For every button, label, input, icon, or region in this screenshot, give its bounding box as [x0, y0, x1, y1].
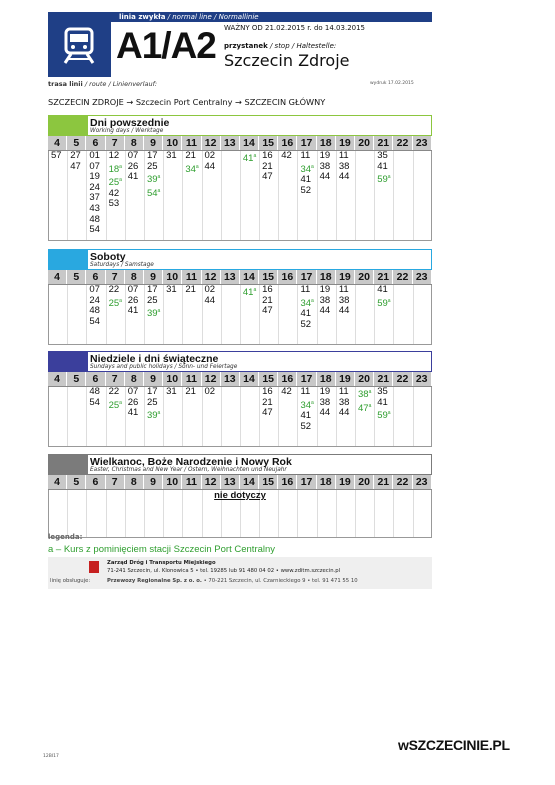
departure-minute: 34$^a$	[300, 399, 314, 411]
hour-row	[48, 136, 432, 151]
departure-minute: 11	[300, 150, 311, 161]
departure-minute: 41	[300, 174, 312, 186]
departure-minute: 18$^a$	[108, 163, 122, 175]
minute-column	[126, 387, 145, 446]
hour-cell: 9	[144, 372, 163, 386]
departure-minute: 07	[127, 150, 139, 161]
minute-column	[356, 151, 375, 240]
departure-minute: 41	[300, 410, 312, 422]
departure-minute: 44	[338, 171, 350, 183]
departure-minute: 35	[377, 386, 388, 397]
departure-minute: 17	[146, 150, 158, 161]
minute-column	[279, 151, 298, 240]
departure-minute: 24	[89, 294, 100, 306]
hour-cell: 21	[374, 372, 393, 386]
line-type-band: linia zwykła / normal line / Normallinie	[111, 12, 432, 22]
hour-cell: 20	[355, 270, 374, 284]
departure-minute: 41	[300, 308, 312, 320]
departure-minute: 59$^a$	[377, 410, 391, 422]
minute-column	[183, 285, 202, 344]
minute-column	[107, 151, 126, 240]
hour-cell: 11	[182, 136, 201, 150]
minute-column	[375, 285, 394, 344]
hour-cell: 22	[393, 475, 412, 489]
departure-minute: 17	[146, 386, 158, 397]
minute-column	[279, 285, 298, 344]
hour-cell: 22	[393, 136, 412, 150]
departure-minute: 52	[300, 420, 312, 432]
section-header	[48, 351, 432, 372]
departure-minute: 59$^a$	[377, 297, 391, 309]
minute-column	[337, 151, 356, 240]
hour-cell: 10	[163, 475, 182, 489]
stop-name: Szczecin Zdroje	[224, 51, 350, 70]
minutes-grid	[48, 151, 432, 241]
departure-minute: 39$^a$	[146, 308, 161, 320]
hour-cell: 12	[202, 372, 221, 386]
departure-minute: 41	[377, 396, 388, 408]
minute-column	[337, 387, 356, 446]
minute-column	[145, 285, 164, 344]
hour-cell: 13	[221, 475, 240, 489]
section-color-swatch	[49, 250, 88, 269]
section-subtitle: Working days / Werktage	[90, 128, 164, 134]
departure-minute: 38	[338, 294, 350, 306]
minute-column	[68, 387, 87, 446]
zditm-logo-icon	[89, 561, 99, 573]
hour-cell: 6	[86, 372, 105, 386]
departure-minute: 24	[89, 181, 100, 193]
hour-cell: 21	[374, 270, 393, 284]
departure-minute: 22	[108, 284, 120, 295]
minute-column	[203, 151, 222, 240]
departure-minute: 25$^a$	[108, 177, 122, 189]
departure-minute: 16	[262, 386, 273, 397]
departure-minute: 44	[204, 294, 216, 306]
hour-cell: 13	[221, 372, 240, 386]
section-header	[48, 454, 432, 475]
departure-minute: 44	[319, 305, 331, 317]
departure-minute: 26	[127, 160, 139, 172]
departure-minute: 07	[127, 284, 139, 295]
hour-cell: 23	[413, 136, 432, 150]
departure-minute: 21	[185, 150, 196, 161]
departure-minute: 47$^a$	[358, 402, 372, 414]
minute-column	[375, 151, 394, 240]
minutes-grid	[48, 285, 432, 345]
hour-cell: 11	[182, 372, 201, 386]
hour-cell: 14	[240, 475, 259, 489]
route-text: SZCZECIN ZDROJE → Szczecin Port Centralny → SZCZECIN GŁÓWNY	[48, 97, 326, 107]
hour-cell: 4	[48, 372, 67, 386]
hour-cell: 23	[413, 372, 432, 386]
departure-minute: 38	[319, 294, 331, 306]
section-subtitle: Sundays and public holidays / Sonn- und Feiertage	[90, 364, 238, 370]
hour-cell: 17	[297, 270, 316, 284]
section-header	[48, 249, 432, 270]
hour-cell: 18	[317, 372, 336, 386]
departure-minute: 38	[338, 396, 350, 408]
hour-cell: 12	[202, 270, 221, 284]
section-title: Niedziele i dni świąteczne	[90, 353, 219, 365]
hour-cell: 9	[144, 475, 163, 489]
hour-cell: 14	[240, 136, 259, 150]
minute-column	[260, 285, 279, 344]
minute-column	[145, 151, 164, 240]
departure-minute: 38	[319, 396, 331, 408]
departure-minute: 54$^a$	[146, 187, 161, 199]
departure-minute: 11	[338, 386, 349, 397]
departure-minute: 25$^a$	[108, 399, 122, 411]
minute-column	[298, 285, 317, 344]
departure-minute: 42	[281, 150, 292, 161]
departure-minute: 41	[377, 284, 388, 295]
hour-cell: 14	[240, 372, 259, 386]
hour-cell: 20	[355, 136, 374, 150]
departure-minute: 38	[319, 160, 331, 172]
hour-cell: 8	[125, 372, 144, 386]
departure-minute: 07	[127, 386, 139, 397]
minute-column	[87, 387, 106, 446]
departure-minute: 21	[262, 160, 273, 172]
minute-column	[414, 387, 433, 446]
hour-cell: 21	[374, 136, 393, 150]
legend-label: legenda:	[48, 533, 83, 541]
line-number: A1/A2	[116, 25, 216, 66]
departure-minute: 27	[70, 150, 81, 161]
departure-minute: 21	[185, 386, 196, 397]
minutes-grid	[48, 387, 432, 447]
departure-minute: 48	[89, 305, 100, 317]
legend-note: a – Kurs z pominięciem stacji Szczecin Port Centralny	[48, 544, 276, 555]
hour-cell: 17	[297, 136, 316, 150]
hour-cell: 8	[125, 475, 144, 489]
minute-column	[241, 151, 260, 240]
not-applicable-text: nie dotyczy	[214, 490, 266, 501]
departure-minute: 34$^a$	[300, 297, 314, 309]
departure-minute: 11	[338, 150, 349, 161]
hour-cell: 15	[259, 270, 278, 284]
minute-column	[49, 285, 68, 344]
minute-column	[222, 151, 241, 240]
minute-column	[318, 285, 337, 344]
footer-operator: linię obsługuje: Przewozy Regionalne Sp. z o. o. • 70-221 Szczecin, ul. Czarnieckiego 9 • tel. 91 471 55 10	[50, 578, 358, 584]
hour-cell: 18	[317, 475, 336, 489]
hour-cell: 15	[259, 372, 278, 386]
departure-minute: 02	[204, 150, 216, 161]
hour-cell: 19	[336, 475, 355, 489]
hour-cell: 12	[202, 136, 221, 150]
section-title: Soboty	[90, 251, 126, 263]
departure-minute: 31	[166, 386, 177, 397]
departure-minute: 21	[262, 396, 273, 408]
hour-cell: 19	[336, 372, 355, 386]
hour-cell: 5	[67, 270, 86, 284]
hour-cell: 7	[106, 475, 125, 489]
section-color-swatch	[49, 455, 88, 474]
minute-column	[164, 387, 183, 446]
minute-column	[203, 285, 222, 344]
minute-column	[87, 285, 106, 344]
hour-row	[48, 475, 432, 490]
hour-cell: 4	[48, 475, 67, 489]
departure-minute: 47	[70, 160, 81, 172]
hour-cell: 20	[355, 372, 374, 386]
departure-minute: 31	[166, 150, 177, 161]
departure-minute: 25	[146, 396, 158, 408]
departure-minute: 07	[89, 160, 100, 172]
hour-cell: 17	[297, 475, 316, 489]
departure-minute: 25$^a$	[108, 297, 122, 309]
doc-code: 12BI17	[43, 754, 59, 759]
departure-minute: 57	[51, 150, 62, 161]
minute-column	[126, 151, 145, 240]
minute-column	[337, 285, 356, 344]
stop-label: przystanek / stop / Haltestelle:	[224, 42, 337, 50]
departure-minute: 41$^a$	[242, 287, 257, 298]
hour-cell: 5	[67, 136, 86, 150]
minute-column	[68, 285, 87, 344]
hour-cell: 5	[67, 475, 86, 489]
minute-column	[126, 285, 145, 344]
train-icon	[48, 12, 111, 77]
departure-minute: 52	[300, 318, 312, 330]
footer-box	[48, 557, 432, 589]
departure-minute: 21	[185, 284, 196, 295]
departure-minute: 22	[108, 386, 120, 397]
departure-minute: 38$^a$	[358, 389, 372, 400]
hour-cell: 4	[48, 136, 67, 150]
hour-cell: 11	[182, 270, 201, 284]
departure-minute: 44	[319, 171, 331, 183]
hour-cell: 6	[86, 136, 105, 150]
departure-minute: 35	[377, 150, 388, 161]
departure-minute: 11	[300, 386, 311, 397]
minute-column	[394, 151, 413, 240]
hour-cell: 16	[278, 270, 297, 284]
hour-cell: 9	[144, 136, 163, 150]
section-title: Wielkanoc, Boże Narodzenie i Nowy Rok	[90, 456, 292, 468]
departure-minute: 02	[204, 284, 216, 295]
departure-minute: 41	[127, 407, 139, 419]
minute-column	[394, 387, 413, 446]
hour-cell: 13	[221, 136, 240, 150]
footer-org: Zarząd Dróg i Transportu Miejskiego	[107, 560, 216, 566]
departure-minute: 47	[262, 171, 273, 183]
minute-column	[318, 151, 337, 240]
departure-minute: 34$^a$	[185, 163, 199, 175]
hour-cell: 19	[336, 136, 355, 150]
departure-minute: 16	[262, 150, 273, 161]
departure-minute: 31	[166, 284, 177, 295]
hour-cell: 16	[278, 372, 297, 386]
hour-cell: 10	[163, 270, 182, 284]
departure-minute: 52	[300, 184, 312, 196]
hour-cell: 6	[86, 475, 105, 489]
hour-row	[48, 372, 432, 387]
minute-column	[203, 387, 222, 446]
minute-column	[260, 151, 279, 240]
minute-column	[414, 285, 433, 344]
hour-cell: 9	[144, 270, 163, 284]
hour-cell: 15	[259, 475, 278, 489]
hour-cell: 14	[240, 270, 259, 284]
hour-cell: 4	[48, 270, 67, 284]
hour-cell: 18	[317, 136, 336, 150]
hour-cell: 12	[202, 475, 221, 489]
section-header	[48, 115, 432, 136]
departure-minute: 42	[108, 187, 120, 199]
departure-minute: 44	[338, 305, 350, 317]
hour-cell: 22	[393, 270, 412, 284]
hour-cell: 6	[86, 270, 105, 284]
departure-minute: 48	[89, 213, 100, 225]
minute-column	[164, 151, 183, 240]
hour-cell: 22	[393, 372, 412, 386]
minute-column	[356, 285, 375, 344]
brand-logo: wSZCZECINIE.PL	[398, 737, 510, 753]
minute-column	[260, 387, 279, 446]
departure-minute: 19	[319, 386, 331, 397]
departure-minute: 41$^a$	[242, 153, 257, 164]
departure-minute: 53	[108, 198, 120, 210]
departure-minute: 25	[146, 294, 158, 306]
minute-column	[87, 151, 106, 240]
departure-minute: 11	[338, 284, 349, 295]
departure-minute: 37	[89, 192, 100, 204]
minute-column	[222, 285, 241, 344]
minute-column	[241, 285, 260, 344]
departure-minute: 25	[146, 160, 158, 172]
departure-minute: 21	[262, 294, 273, 306]
departure-minute: 41	[377, 160, 388, 172]
hour-cell: 21	[374, 475, 393, 489]
section-color-swatch	[49, 116, 88, 135]
departure-minute: 19	[319, 284, 331, 295]
departure-minute: 44	[204, 160, 216, 172]
hour-cell: 7	[106, 372, 125, 386]
departure-minute: 01	[89, 150, 100, 161]
departure-minute: 44	[338, 407, 350, 419]
departure-minute: 42	[281, 386, 292, 397]
departure-minute: 38	[338, 160, 350, 172]
minute-column	[279, 387, 298, 446]
minute-column	[222, 387, 241, 446]
minute-column	[107, 387, 126, 446]
hour-cell: 11	[182, 475, 201, 489]
minute-column	[318, 387, 337, 446]
departure-minute: 39$^a$	[146, 410, 161, 422]
departure-minute: 26	[127, 396, 139, 408]
hour-cell: 5	[67, 372, 86, 386]
hour-cell: 7	[106, 270, 125, 284]
section-2	[48, 249, 432, 345]
departure-minute: 47	[262, 407, 273, 419]
minute-column	[298, 151, 317, 240]
minute-column	[164, 285, 183, 344]
section-3	[48, 351, 432, 447]
footer-org-contact: 71-241 Szczecin, ul. Klonowica 5 • tel. 19285 lub 91 480 04 02 • www.zditm.szczecin.pl	[107, 568, 341, 574]
hour-cell: 13	[221, 270, 240, 284]
minute-column	[414, 151, 433, 240]
departure-minute: 19	[89, 171, 100, 183]
hour-cell: 15	[259, 136, 278, 150]
section-color-swatch	[49, 352, 88, 371]
hour-cell: 17	[297, 372, 316, 386]
minute-column	[394, 285, 413, 344]
minute-column	[375, 387, 394, 446]
minute-column	[183, 387, 202, 446]
hour-cell: 10	[163, 372, 182, 386]
hour-cell: 20	[355, 475, 374, 489]
hour-cell: 18	[317, 270, 336, 284]
hour-cell: 16	[278, 475, 297, 489]
departure-minute: 54	[89, 224, 100, 236]
departure-minute: 43	[89, 202, 100, 214]
section-subtitle: Saturdays / Samstage	[90, 262, 154, 268]
minute-column	[241, 387, 260, 446]
minute-column	[145, 387, 164, 446]
minute-column	[68, 151, 87, 240]
section-title: Dni powszednie	[90, 117, 170, 129]
departure-minute: 12	[108, 150, 120, 161]
hour-cell: 7	[106, 136, 125, 150]
departure-minute: 47	[262, 305, 273, 317]
minute-column	[49, 151, 68, 240]
section-subtitle: Easter, Christmas and New Year / Ostern, Weihnachten und Neujahr	[90, 467, 287, 473]
departure-minute: 34$^a$	[300, 163, 314, 175]
departure-minute: 54	[89, 315, 100, 327]
hour-row	[48, 270, 432, 285]
minute-column	[298, 387, 317, 446]
hour-cell: 19	[336, 270, 355, 284]
departure-minute: 19	[319, 150, 331, 161]
hour-cell: 8	[125, 270, 144, 284]
departure-minute: 39$^a$	[146, 174, 161, 186]
departure-minute: 02	[204, 386, 216, 397]
departure-minute: 54	[89, 396, 100, 408]
section-1	[48, 115, 432, 241]
departure-minute: 07	[89, 284, 100, 295]
minute-column	[183, 151, 202, 240]
section-4	[48, 454, 432, 538]
departure-minute: 26	[127, 294, 139, 306]
route-label: trasa linii / route / Linienverlauf:	[48, 80, 158, 88]
hour-cell: 8	[125, 136, 144, 150]
minute-column	[356, 387, 375, 446]
hour-cell: 23	[413, 475, 432, 489]
departure-minute: 41	[127, 171, 139, 183]
minute-column	[107, 285, 126, 344]
hour-cell: 10	[163, 136, 182, 150]
departure-minute: 17	[146, 284, 158, 295]
hour-cell: 16	[278, 136, 297, 150]
print-date: wydruk 17.02.2015	[370, 81, 414, 86]
departure-minute: 44	[319, 407, 331, 419]
validity-text: WAŻNY OD 21.02.2015 r. do 14.03.2015	[224, 24, 366, 32]
departure-minute: 59$^a$	[377, 174, 391, 186]
minute-column	[49, 387, 68, 446]
departure-minute: 48	[89, 386, 100, 397]
departure-minute: 16	[262, 284, 273, 295]
departure-minute: 41	[127, 305, 139, 317]
departure-minute: 11	[300, 284, 311, 295]
hour-cell: 23	[413, 270, 432, 284]
